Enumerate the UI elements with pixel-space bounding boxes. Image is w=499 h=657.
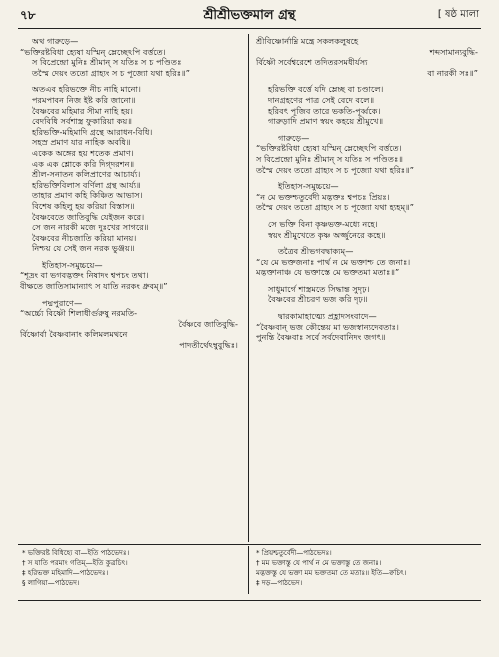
footnote: † স যাতি পরমাং গতিম্—ইতি কুত্রচিৎ। <box>22 559 128 567</box>
source-heading: তত্রৈব শ্রীভগবদ্বাক্যম্— <box>278 246 354 257</box>
verse-line: বৈষ্ণবের নীচজাতি করিয়া মানয়। <box>32 232 137 243</box>
right-column <box>256 36 482 343</box>
sanskrit-verse-line: র্বিষ্ণোর্বা বৈষ্ণবানাং কলিমলমথনে <box>20 329 128 340</box>
sanskrit-verse-line: বা নারকী সঃ॥” <box>427 67 478 78</box>
source-heading: অথ গারুড়ে— <box>32 36 79 46</box>
sanskrit-verse-line: শব্দসামান্যবুদ্ধি- <box>429 46 478 57</box>
verse-line: স্বয়ং শ্রীমুখেতে কৃষ্ণ অর্জ্জুনেরে কহে॥ <box>268 229 386 240</box>
page-number: ৭৮ <box>20 8 36 22</box>
footnote: ‡ দড়—পাঠভেদ। <box>256 579 303 587</box>
verse-line: নিশ্চয় যে সেই জন নরক ভুঞ্জয়॥ <box>32 243 135 254</box>
verse-line: শ্রীল-সনাতন কলিপ্রাণের আচার্য্য। <box>32 169 141 180</box>
sanskrit-verse-line: পুনন্তি বৈষ্ণবাঃ সর্বে সর্বদেবানিদং জগৎ॥ <box>256 332 386 343</box>
sanskrit-verse-line: তস্মৈ দেয়ং ততো গ্রাহ্যং স চ পূজ্যো যথা হরিঃ॥” <box>32 67 190 78</box>
verse-line: বেদবিধি সর্বশাস্ত্র ফুকারিয়া কয়॥ <box>32 116 132 127</box>
header-rule <box>18 28 481 29</box>
sanskrit-verse-line: “ভক্তিরষ্টবিধা হ্যেষা যস্মিন্ ম্লেচ্ছেঽপি বর্ত্ততে। <box>20 46 166 57</box>
source-heading: ইতিহাস-সমুচ্চয়ে— <box>42 259 103 270</box>
sanskrit-verse-line: “অর্চ্চ্যে বিষ্ণৌ শিলাধীর্গুরুষু নরমতি- <box>20 308 138 319</box>
verse-line: বৈষ্ণবের শ্রীচরণ ভজ করি দৃঢ়॥ <box>268 294 368 305</box>
volume-label: [ ষষ্ঠ মালা <box>437 9 479 20</box>
sanskrit-verse-line: র্বৈষ্ণবে জাতিবুদ্ধি- <box>178 318 238 329</box>
verse-line: সে জন নারকী মজে দুঃখের সাগরে॥ <box>32 222 149 233</box>
verse-line: একেক অঙ্গের হয় শতেক প্রমাণ। <box>32 147 134 158</box>
verse-line: এক এক শ্লোকে করি দিগ্‌দরশন॥ <box>32 158 135 169</box>
verse-line: বিশেষ কহিলু হয় করিয়া বিস্তাস॥ <box>32 200 135 211</box>
sanskrit-verse-line: “বৈষ্ণবান্ ভজ কৌন্তেয় মা ভজস্বান্যদেবতাঃ। <box>256 321 399 332</box>
footnotes-right <box>256 548 482 588</box>
sanskrit-verse-line: স বিপ্রেন্দ্রো মুনিঃ শ্রীমান্ স যতিঃ স পণ্ডিতঃ॥ <box>256 153 404 164</box>
verse-line: বৈষ্ণবেতে জাতিবুদ্ধি যেইজন করে। <box>32 211 145 222</box>
source-heading: ইতিহাস-সমুচ্চয়ে— <box>278 181 339 192</box>
verse-line: তাহার প্রমাণ কহি কিঞ্চিত আভাস। <box>32 190 143 201</box>
verse-line: সাধুমার্গে শাস্ত্রমতে সিদ্ধান্ত সুদৃঢ়। <box>268 283 370 294</box>
footnotes-left <box>22 548 242 588</box>
source-heading: দ্বারকামাহাত্ম্যে প্রহ্লাদসংবাদে— <box>278 311 377 322</box>
column-divider <box>248 34 249 542</box>
verse-line: সে ভক্তি বিনা কৃষ্ণভক্ত-মধ্যে নহে। <box>268 218 378 229</box>
verse-line: দানগ্রহণের পাত্র সেই বেদে বলে॥ <box>268 94 375 105</box>
verse-line: হরিভক্তি-মহিমাদি গ্রন্থে আরাধন-বিধি। <box>32 126 153 137</box>
sanskrit-verse-line: বীক্ষতে জাতিসামান্যাৎ স যাতি নরকং ধ্রুবম্॥” <box>20 281 168 292</box>
source-heading: গারুড়ে— <box>278 132 310 143</box>
sanskrit-verse-line: স বিপ্রেন্দ্রো মুনিঃ শ্রীমান্ স যতিঃ স চ পণ্ডিতঃ <box>32 57 182 68</box>
sanskrit-verse-line: র্বিষ্ণৌ সর্বেশ্বরেশে তদিতরসমধীর্যস্য <box>256 57 368 68</box>
sanskrit-verse-line: “ভক্তিরষ্টবিধা হ্যেষা যস্মিন্ ম্লেচ্ছেঽপি বর্ত্ততে। <box>256 143 402 154</box>
verse-line: পরমপাবন নিজ ইষ্ট করি জানো॥ <box>32 94 136 105</box>
sanskrit-verse-line: পাদতীর্থেঽম্বুবুদ্ধিঃ। <box>179 340 238 351</box>
sanskrit-verse-line: “শূদ্রং বা ভগবদ্ভক্তং নিষাদং শ্বপচং তথা। <box>20 270 149 281</box>
bottom-rule <box>18 600 481 601</box>
verse-line: গারুড়াদি প্রমাণ স্বয়ং কহয়ে শ্রীমুখে॥ <box>268 116 384 127</box>
sanskrit-verse-line: মদ্ভক্তানাঞ্চ যে ভক্তাস্তে মে ভক্ততমা মতাঃ॥” <box>256 267 400 278</box>
sanskrit-verse-line: শ্রীবিষ্ণোর্নাম্নি মন্ত্রে সকলকলুষহে <box>256 36 359 46</box>
footnote: মদ্ভক্তস্তু যে ভক্তা মম ভক্ততমা তে মতাঃ॥ ইতি—ক্বচিৎ। <box>256 569 407 577</box>
footnote: † মম ভক্তাস্তু যে পার্থ ন মে ভক্তাস্তু তে জনাঃ। <box>256 559 382 567</box>
sanskrit-verse-line: তস্মৈ দেয়ং ততো গ্রাহ্যং স চ পূজ্যো যথা হ্যহম্॥” <box>256 202 414 213</box>
footnote-divider <box>248 546 249 594</box>
verse-line: হরিভক্তি বর্ত্তে যদি ম্লেচ্ছ বা চণ্ডালে। <box>268 84 384 95</box>
source-heading: পদ্মপুরাণে— <box>42 297 83 308</box>
verse-line: সহস্র প্রমাণ যার নাহিক অবধি॥ <box>32 137 131 148</box>
left-column <box>20 36 242 351</box>
sanskrit-verse-line: তস্মৈ দেয়ং ততো গ্রাহ্যং স চ পূজ্যো যথা হরিঃ॥” <box>256 164 414 175</box>
verse-line: হরিভক্তিবিলাস বর্ণিলা গ্রন্থ আর্য্য॥ <box>32 179 141 190</box>
page-header <box>20 6 479 26</box>
book-title: শ্রীশ্রীভক্তমাল গ্রন্থ <box>203 8 296 23</box>
footnote-rule <box>18 544 481 545</box>
footnote: * ভক্তিরষ্ট বিধিহ্যে বা—ইতি পাঠভেদঃ। <box>22 549 130 557</box>
sanskrit-verse-line: “যে মে ভক্তজনাঃ পার্থ ন মে ভক্তাশ্চ তে জনাঃ। <box>256 256 411 267</box>
sanskrit-verse-line: “ন মে ভক্তশ্চতুর্বেদী মদ্ভক্তঃ শ্বপচঃ প্রিয়ঃ। <box>256 191 390 202</box>
verse-line: বৈষ্ণবের মহিমার সীমা নাহি হয়। <box>32 105 133 116</box>
footnote: § লাগিয়া—পাঠভেদ। <box>22 579 80 587</box>
verse-line: হরিবৎ পূজিব তারে ভকতি-পূর্ব্বকে। <box>268 105 381 116</box>
verse-line: অতএব হরিভক্তে নীচ নাহি মানো। <box>32 84 141 95</box>
footnote: * প্রিয়শ্চতুর্বেদী—পাঠভেদঃ। <box>256 549 332 557</box>
footnote: ‡ হরিভক্ত মহিমাদি—পাঠভেদঃ। <box>22 569 109 577</box>
